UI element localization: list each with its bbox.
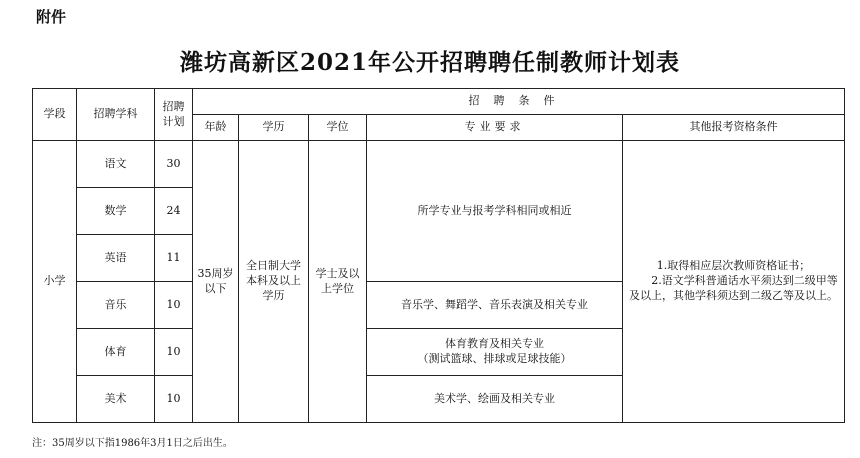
header-plan — [155, 89, 193, 141]
recruitment-plan-table — [32, 88, 845, 423]
count-cell: 10 — [155, 329, 193, 376]
count-cell: 24 — [155, 188, 193, 235]
attachment-label: 附件 — [36, 8, 67, 26]
count-cell: 11 — [155, 235, 193, 282]
count-cell: 10 — [155, 282, 193, 329]
subject-cell: 美术 — [77, 376, 155, 423]
footnote: 注：35周岁以下指1986年3月1日之后出生。 — [32, 438, 233, 449]
header-conditions: 招聘条件 — [193, 89, 845, 115]
header-plan-line2: 计划 — [162, 114, 185, 128]
header-major: 专业要求 — [367, 115, 623, 141]
header-education: 学历 — [239, 115, 309, 141]
major-music-cell: 音乐学、舞蹈学、音乐表演及相关专业 — [367, 282, 623, 329]
header-row-1 — [33, 89, 845, 115]
education-cell: 全日制大学本科及以上学历 — [239, 141, 309, 423]
subject-cell: 英语 — [77, 235, 155, 282]
header-stage: 学段 — [33, 89, 77, 141]
major-core-cell: 所学专业与报考学科相同或相近 — [367, 141, 623, 282]
major-pe-line2: （测试篮球、排球或足球技能） — [417, 352, 572, 365]
count-cell: 30 — [155, 141, 193, 188]
other-conditions-cell — [623, 141, 845, 423]
major-art-cell: 美术学、绘画及相关专业 — [367, 376, 623, 423]
table-row — [33, 141, 845, 188]
subject-cell: 数学 — [77, 188, 155, 235]
major-pe-line1: 体育教育及相关专业 — [445, 337, 544, 351]
count-cell: 10 — [155, 376, 193, 423]
subject-cell: 语文 — [77, 141, 155, 188]
header-other: 其他报考资格条件 — [623, 115, 845, 141]
header-age: 年龄 — [193, 115, 239, 141]
major-pe-cell — [367, 329, 623, 376]
degree-cell: 学士及以上学位 — [309, 141, 367, 423]
other-condition-line1: 1.取得相应层次教师资格证书； — [656, 259, 811, 273]
subject-cell: 体育 — [77, 329, 155, 376]
page-title: 潍坊高新区2021年公开招聘聘任制教师计划表 — [179, 49, 680, 76]
header-degree: 学位 — [309, 115, 367, 141]
header-subject: 招聘学科 — [77, 89, 155, 141]
other-condition-line2: 2.语文学科普通话水平须达到二级甲等及以上，其他学科须达到二级乙等及以上。 — [629, 274, 838, 302]
stage-cell: 小学 — [33, 141, 77, 423]
age-cell: 35周岁以下 — [193, 141, 239, 423]
subject-cell: 音乐 — [77, 282, 155, 329]
header-plan-line1: 招聘 — [162, 99, 185, 113]
